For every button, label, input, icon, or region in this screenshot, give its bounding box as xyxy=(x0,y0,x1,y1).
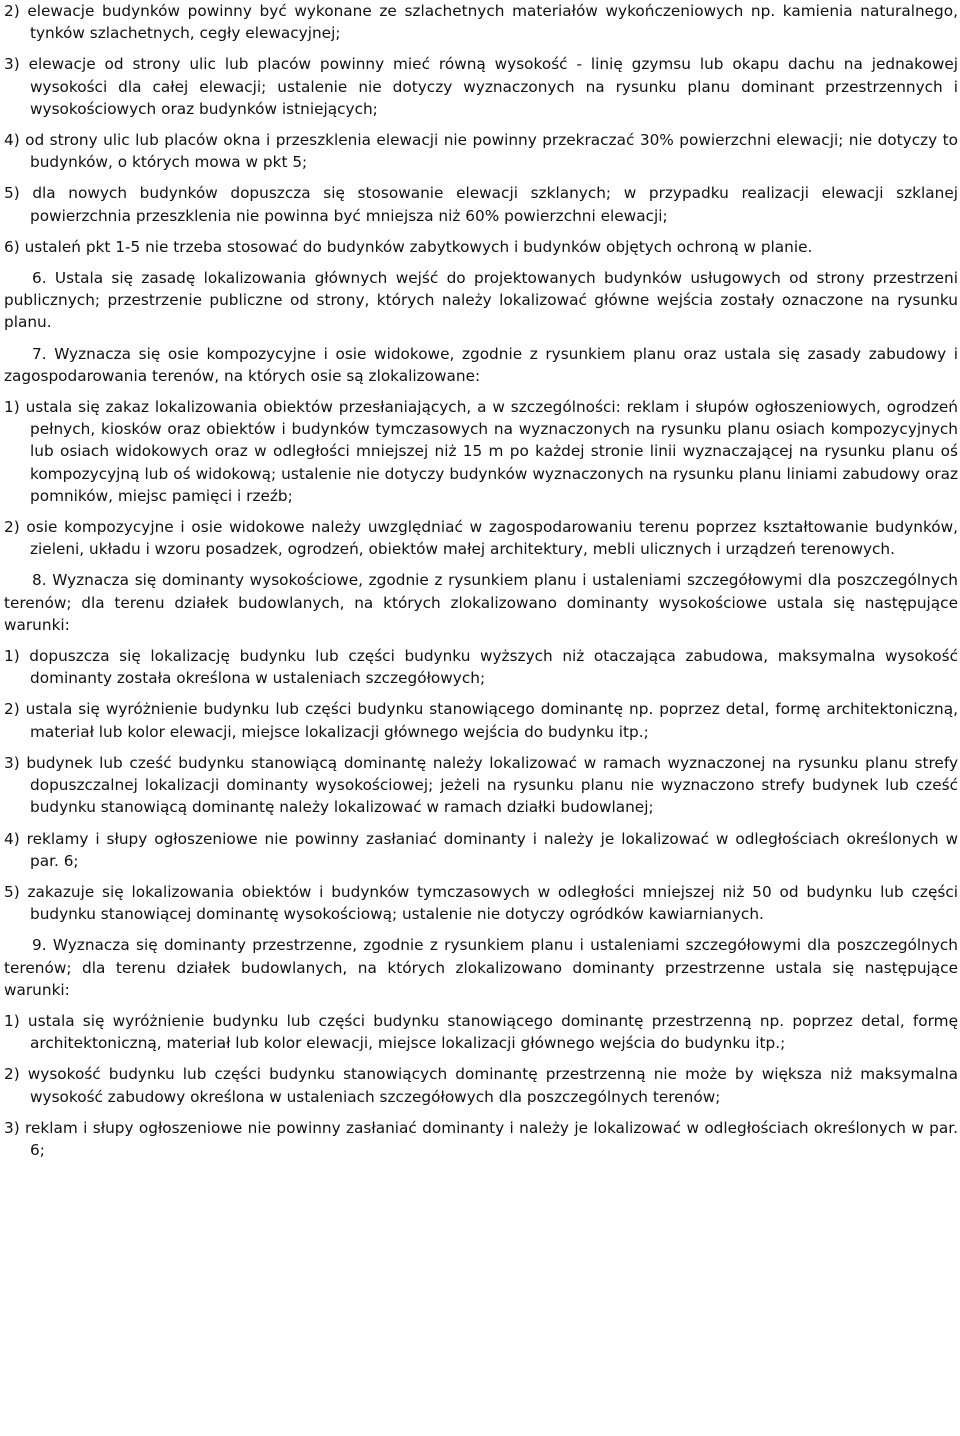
list-item-dominanta-wyroznienie: 2) ustala się wyróżnienie budynku lub części budynku stanowiącego dominantę np. poprzez detal, formę architektoniczną, materiał lub kolor elewacji, miejsce lokalizacji głównego wejścia do budynku itp.; xyxy=(4,700,958,741)
list-item-dominanta-reklamy: 4) reklamy i słupy ogłoszeniowe nie powinny zasłaniać dominanty i należy je lokalizować w odległościach określonych w par. 6; xyxy=(4,829,958,870)
paragraph-9-dominanty-przestrzenne: 9. Wyznacza się dominanty przestrzenne, zgodnie z rysunkiem planu i ustaleniami szczegółowymi dla poszczególnych terenów; dla terenu działek budowlanych, na których zlokalizowano dominanty przestrzenne ustala się następujące warunki: xyxy=(4,936,958,999)
list-item-przeszklenia-30: 4) od strony ulic lub placów okna i przeszklenia elewacji nie powinny przekraczać 30% powierzchni elewacji; nie dotyczy to budynków, o których mowa w pkt 5; xyxy=(4,131,958,172)
paragraph-6-wejscia: 6. Ustala się zasadę lokalizowania głównych wejść do projektowanych budynków usługowych od strony przestrzeni publicznych; przestrzenie publiczne od strony, których należy lokalizować główne wejścia zostały oznaczone na rysunku planu. xyxy=(4,269,958,332)
list-item-elewacje-wysokosc: 3) elewacje od strony ulic lub placów powinny mieć równą wysokość - linię gzymsu lub okapu dachu na jednakowej wysokości dla całej elewacji; ustalenie nie dotyczy wyznaczonych na rysunku planu dominant przestrzennych i wysokościowych oraz budynków istniejących; xyxy=(4,55,958,118)
paragraph-8-dominanty-wysokosciowe: 8. Wyznacza się dominanty wysokościowe, zgodnie z rysunkiem planu i ustaleniami szczegółowymi dla poszczególnych terenów; dla terenu działek budowlanych, na których zlokalizowano dominanty wysokościowe ustala się następujące warunki: xyxy=(4,571,958,634)
list-item-przestrzenna-wyroznienie: 1) ustala się wyróżnienie budynku lub części budynku stanowiącego dominantę przestrzenną np. poprzez detal, formę architektoniczną, materiał lub kolor elewacji, miejsce lokalizacji głównego wejścia do budynku itp.; xyxy=(4,1011,958,1053)
list-item-przestrzenna-reklamy: 3) reklam i słupy ogłoszeniowe nie powinny zasłaniać dominanty i należy je lokalizować w odległościach określonych w par. 6; xyxy=(4,1118,958,1159)
list-item-osie-zakaz: 1) ustala się zakaz lokalizowania obiektów przesłaniających, a w szczególności: reklam i słupów ogłoszeniowych, ogrodzeń pełnych, kiosków oraz obiektów i budynków tymczasowych na wyznaczonych na rysunku planu osiach kompozycyjnych lub osiach widokowych oraz w odległości mniejszej niż 15 m po każdej stronie linii wyznaczającej na rysunku planu oś kompozycyjną lub oś widokową; ustalenie nie dotyczy budynków wyznaczonych na rysunku planu liniami zabudowy oraz pomników, miejsc pamięci i rzeźb; xyxy=(4,398,958,505)
list-item-dominanta-lokalizacja: 1) dopuszcza się lokalizację budynku lub części budynku wyższych niż otaczająca zabudowa, maksymalna wysokość dominanty została określona w ustaleniach szczegółowych; xyxy=(4,647,958,688)
list-item-dominanta-tymczasowe: 5) zakazuje się lokalizowania obiektów i budynków tymczasowych w odległości mniejszej niż 50 od budynku lub części budynku stanowiącej dominantę wysokościową; ustalenie nie dotyczy ogródków kawiarnianych. xyxy=(4,882,958,924)
paragraph-7-osie: 7. Wyznacza się osie kompozycyjne i osie widokowe, zgodnie z rysunkiem planu oraz ustala się zasady zabudowy i zagospodarowania terenów, na których osie są zlokalizowane: xyxy=(4,344,958,385)
list-item-elewacje-szklane: 5) dla nowych budynków dopuszcza się stosowanie elewacji szklanych; w przypadku realizacji elewacji szklanej powierzchnia przeszklenia nie powinna być mniejsza niż 60% powierzchni elewacji; xyxy=(4,184,958,225)
list-item-przestrzenna-wysokosc: 2) wysokość budynku lub części budynku stanowiących dominantę przestrzenną nie może by większa niż maksymalna wysokość zabudowy określona w ustaleniach szczegółowych dla poszczególnych terenów; xyxy=(4,1065,958,1106)
list-item-zabytkowe: 6) ustaleń pkt 1-5 nie trzeba stosować do budynków zabytkowych i budynków objętych ochroną w planie. xyxy=(4,237,813,256)
list-item-elewacje-materialy: 2) elewacje budynków powinny być wykonane ze szlachetnych materiałów wykończeniowych np. kamienia naturalnego, tynków szlachetnych, cegły elewacyjnej; xyxy=(4,2,958,43)
document-page xyxy=(4,0,958,1170)
list-item-dominanta-strefa: 3) budynek lub cześć budynku stanowiącą dominantę należy lokalizować w ramach wyznaczonej na rysunku planu strefy dopuszczalnej lokalizacji dominanty wysokościowej; jeżeli na rysunku planu nie wyznaczono strefy budynek lub cześć budynku stanowiącą dominantę należy lokalizować w ramach działki budowlanej; xyxy=(4,753,958,817)
list-item-osie-uwzglednianie: 2) osie kompozycyjne i osie widokowe należy uwzględniać w zagospodarowaniu terenu poprzez kształtowanie budynków, zieleni, układu i wzoru posadzek, ogrodzeń, obiektów małej architektury, mebli ulicznych i urządzeń terenowych. xyxy=(4,518,958,559)
